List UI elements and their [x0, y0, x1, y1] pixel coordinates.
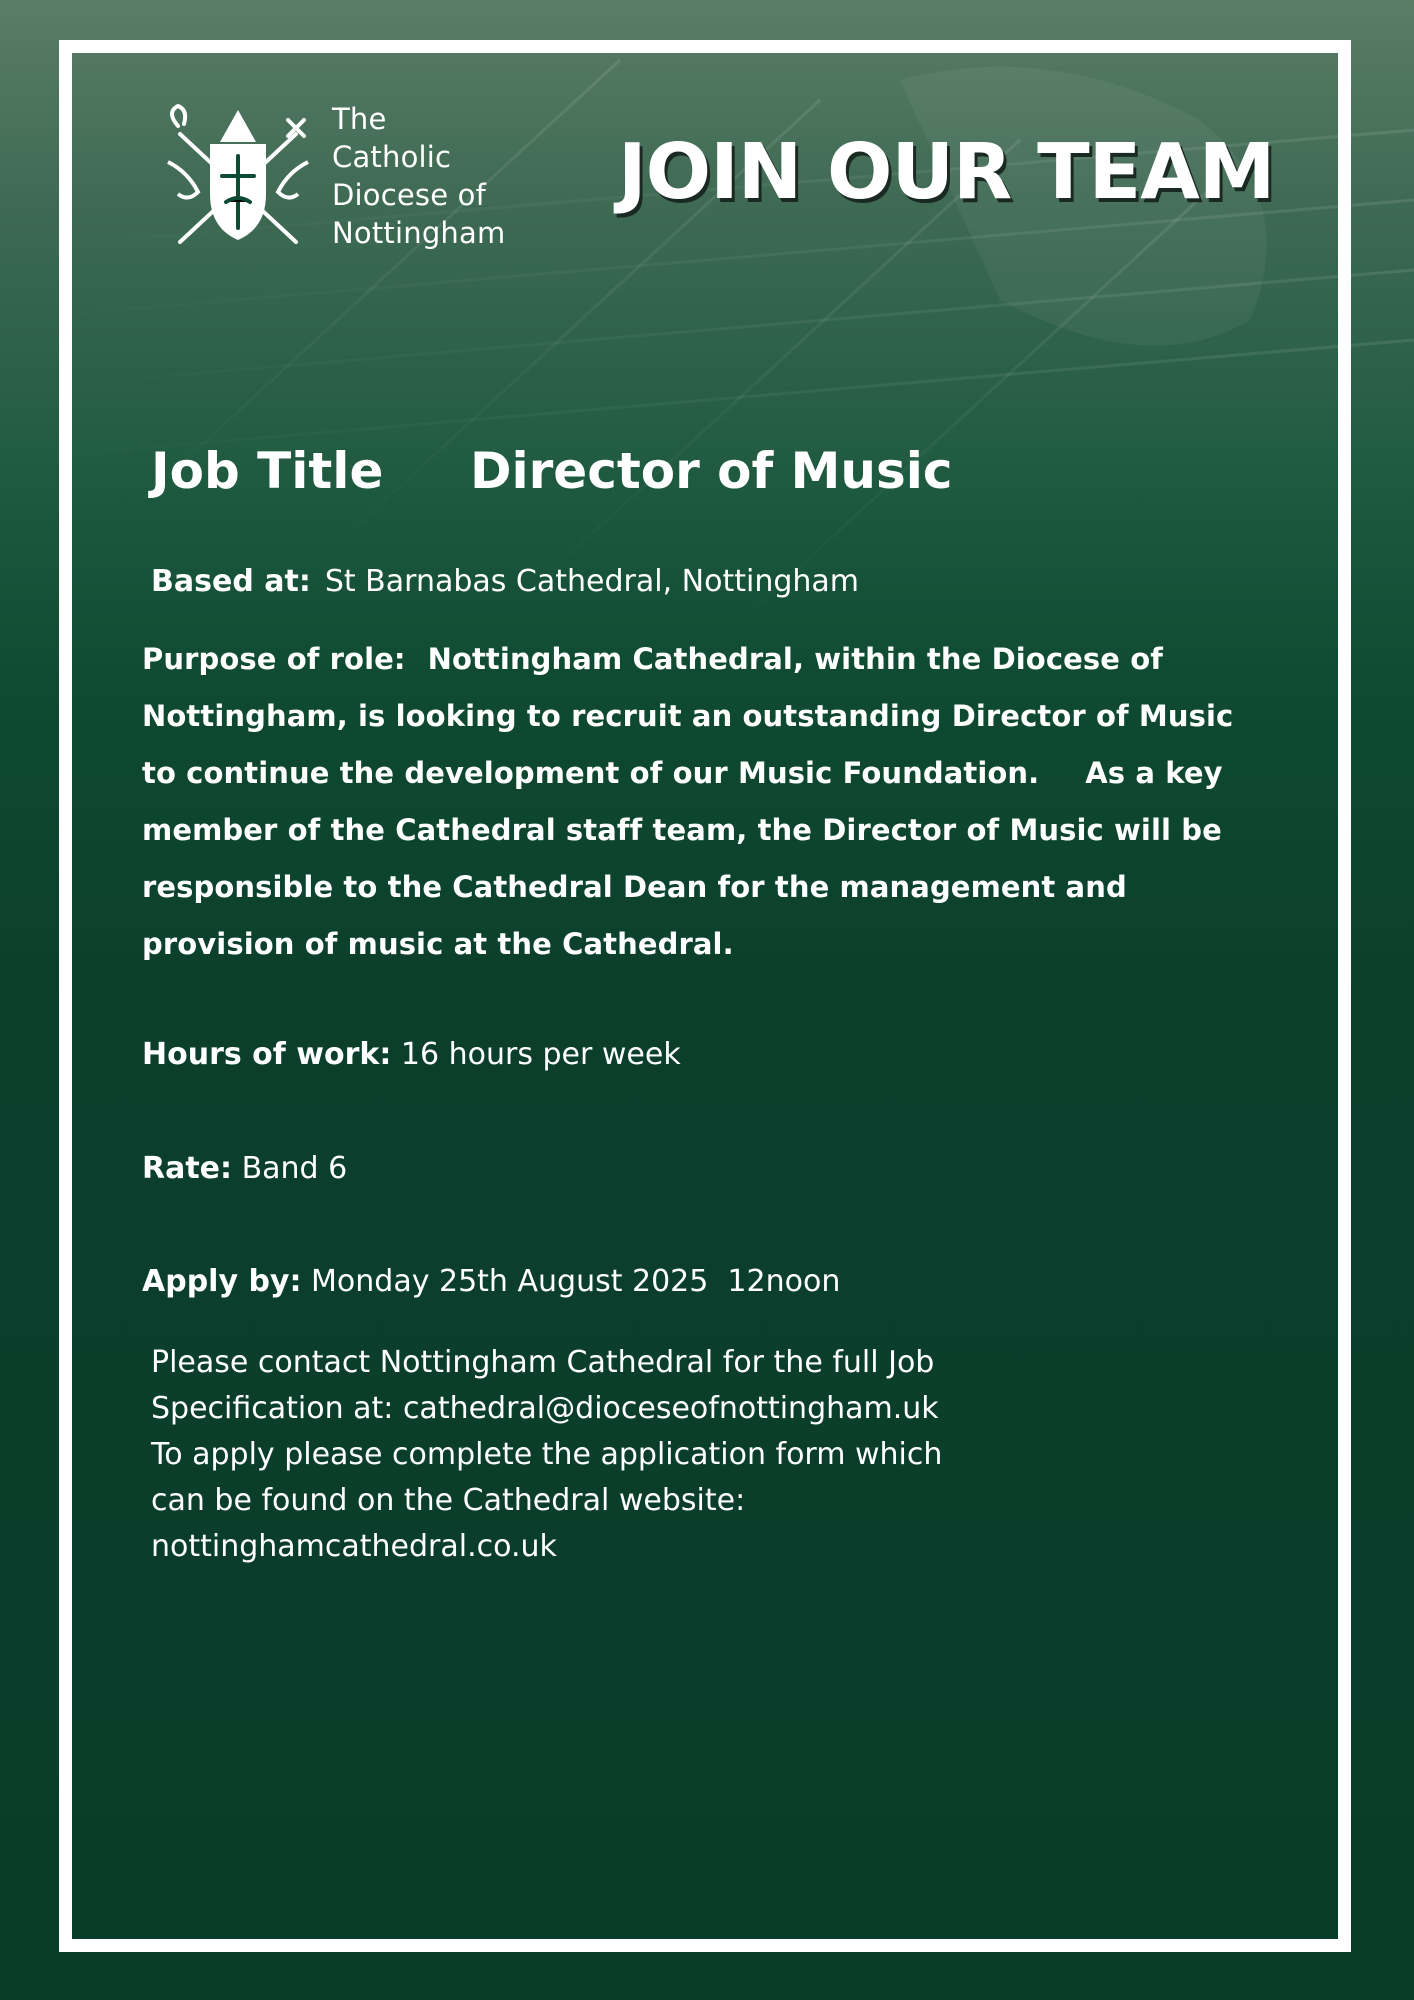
based-at-value: St Barnabas Cathedral, Nottingham	[324, 564, 859, 599]
wordmark-line: The	[332, 102, 387, 136]
based-at-row	[151, 564, 859, 599]
wordmark-line: Nottingham	[332, 216, 506, 250]
contact-line: Specification at: cathedral@dioceseofnottingham.uk	[151, 1391, 939, 1426]
white-border-frame	[59, 40, 1351, 1952]
page-headline: JOIN OUR TEAM	[618, 128, 1275, 217]
job-title-value: Director of Music	[470, 442, 953, 500]
purpose-text-2: As a key member of the Cathedral staff team, the Director of Music will be responsible to the Cathedral Dean for the management and provision of music at the Cathedral.	[142, 756, 1223, 961]
contact-line: Please contact Nottingham Cathedral for the full Job	[151, 1345, 935, 1380]
apply-by-value: Monday 25th August 2025 12noon	[311, 1264, 841, 1299]
purpose-label: Purpose of role:	[142, 642, 406, 676]
hours-label: Hours of work:	[142, 1037, 392, 1072]
diocese-wordmark	[332, 100, 505, 252]
wordmark-line: Catholic	[332, 140, 452, 174]
diocese-crest-icon	[158, 102, 318, 250]
contact-line: can be found on the Cathedral website:	[151, 1483, 746, 1518]
rate-value: Band 6	[241, 1151, 348, 1186]
apply-by-label: Apply by:	[142, 1264, 302, 1299]
job-title-label: Job Title	[151, 442, 384, 500]
hours-row	[142, 1037, 681, 1072]
purpose-text-1: Nottingham Cathedral, within the Diocese of Nottingham, is looking to recruit an outstanding Director of Music to continue the development of our Music Foundation.	[142, 642, 1234, 790]
contact-line: nottinghamcathedral.co.uk	[151, 1529, 557, 1564]
wordmark-line: Diocese of	[332, 178, 487, 212]
apply-by-row	[142, 1264, 840, 1299]
contact-info	[151, 1340, 942, 1570]
rate-label: Rate:	[142, 1151, 233, 1186]
contact-line: To apply please complete the application form which	[151, 1437, 943, 1472]
hours-value: 16 hours per week	[400, 1037, 681, 1072]
rate-row	[142, 1151, 347, 1186]
based-at-label: Based at:	[151, 564, 311, 599]
purpose-of-role	[142, 631, 1272, 973]
